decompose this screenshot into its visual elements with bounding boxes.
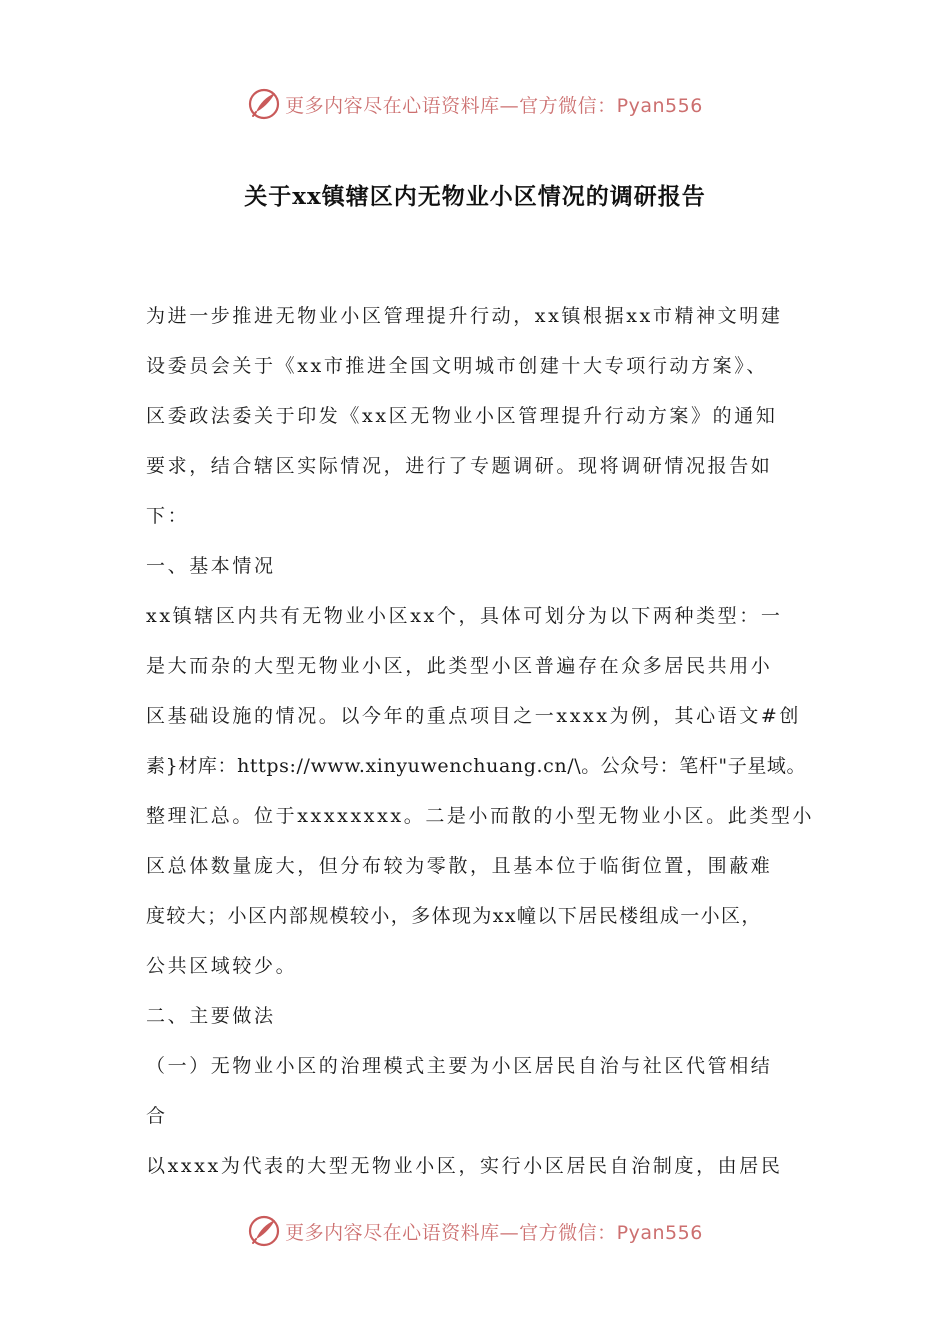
paragraph-line: 是大而杂的大型无物业小区，此类型小区普遍存在众多居民共用小 xyxy=(146,655,773,677)
watermark-text xyxy=(285,1218,703,1245)
subsection-heading: （一）无物业小区的治理模式主要为小区居民自治与社区代管相结 xyxy=(146,1055,773,1077)
paragraph-line: 区总体数量庞大，但分布较为零散，且基本位于临街位置，围蔽难 xyxy=(146,855,773,877)
subsection-heading: 合 xyxy=(146,1105,168,1127)
paragraph-line: 为进一步推进无物业小区管理提升行动，xx镇根据xx市精神文明建 xyxy=(146,305,783,327)
watermark-wechat-id: Pyan556 xyxy=(616,1221,703,1244)
watermark-caption: 更多内容尽在心语资料库—官方微信： xyxy=(285,94,617,117)
paragraph-line: 素}材库：https://www.xinyuwenchuang.cn/\。公众号：笔杆"子星域。 xyxy=(146,755,807,777)
watermark-text xyxy=(285,91,703,118)
paragraph-line: 设委员会关于《xx市推进全国文明城市创建十大专项行动方案》、 xyxy=(146,355,768,377)
quill-pen-logo-icon xyxy=(247,87,281,121)
paragraph-line: 度较大；小区内部规模较小，多体现为xx幢以下居民楼组成一小区， xyxy=(146,905,762,927)
paragraph-line: 区委政法委关于印发《xx区无物业小区管理提升行动方案》的通知 xyxy=(146,405,778,427)
document-title: 关于xx镇辖区内无物业小区情况的调研报告 xyxy=(244,183,706,210)
paragraph-line: xx镇辖区内共有无物业小区xx个，具体可划分为以下两种类型：一 xyxy=(146,605,783,627)
document-body xyxy=(146,296,816,1196)
section-heading: 二、主要做法 xyxy=(146,1005,276,1027)
quill-pen-logo-icon xyxy=(247,1214,281,1248)
paragraph-line: 整理汇总。位于xxxxxxxx。二是小而散的小型无物业小区。此类型小 xyxy=(146,805,815,827)
watermark-caption: 更多内容尽在心语资料库—官方微信： xyxy=(285,1221,617,1244)
paragraph-line: 要求，结合辖区实际情况，进行了专题调研。现将调研情况报告如 xyxy=(146,455,773,477)
header-watermark xyxy=(0,84,950,124)
section-heading: 一、基本情况 xyxy=(146,555,276,577)
paragraph-line: 下： xyxy=(146,505,190,527)
paragraph-line: 区基础设施的情况。以今年的重点项目之一xxxx为例，其心语文#创 xyxy=(146,705,801,727)
paragraph-line: 公共区域较少。 xyxy=(146,955,298,977)
paragraph-line: 以xxxx为代表的大型无物业小区，实行小区居民自治制度，由居民 xyxy=(146,1155,783,1177)
watermark-wechat-id: Pyan556 xyxy=(616,94,703,117)
footer-watermark xyxy=(0,1211,950,1251)
